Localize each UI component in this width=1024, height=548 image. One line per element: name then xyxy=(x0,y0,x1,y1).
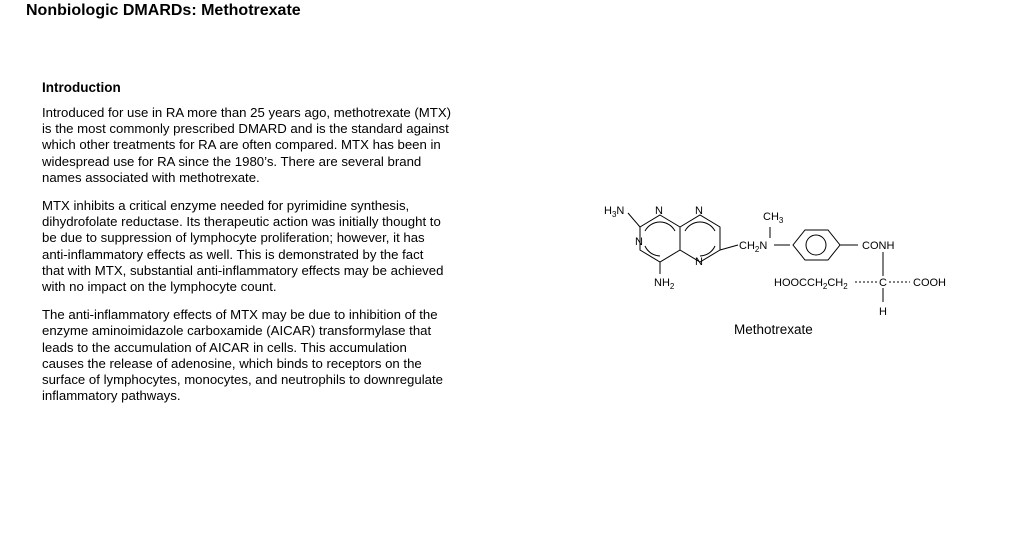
paragraph-line: surface of lymphocytes, monocytes, and neutrophils to downregulate xyxy=(42,372,443,388)
n-bottom-label: N xyxy=(695,256,703,268)
paragraph-line: Introduced for use in RA more than 25 years ago, methotrexate (MTX) xyxy=(42,105,452,120)
n-left-label: N xyxy=(635,236,643,248)
paragraph-line: The anti-inflammatory effects of MTX may be due to inhibition of the xyxy=(42,307,438,323)
paragraph-line: is the most commonly prescribed DMARD and is the standard against xyxy=(42,121,449,137)
page-title: Nonbiologic DMARDs: Methotrexate xyxy=(26,2,301,19)
side-chain-label: $HOOCCH_2CH_2$ xyxy=(774,277,848,291)
nh2-label: $NH_2$ xyxy=(654,277,675,291)
paragraph-line: which other treatments for RA are often compared. MTX has been in xyxy=(42,137,441,153)
paragraph-line: be due to suppression of lymphocyte proliferation; however, it has xyxy=(42,230,425,246)
paragraph-line: inflammatory pathways. xyxy=(42,388,181,404)
paragraph-2 xyxy=(42,198,492,295)
section-heading: Introduction xyxy=(42,80,121,95)
n-top-left-label: N xyxy=(655,205,663,217)
paragraph-line: leads to the accumulation of AICAR in cells. This accumulation xyxy=(42,339,407,355)
paragraph-line: widespread use for RA since the 1980’s. There are several brand xyxy=(42,153,422,169)
paragraph-line: with no impact on the lymphocyte count. xyxy=(42,279,277,295)
h-label: H xyxy=(879,306,887,318)
figure-caption: Methotrexate xyxy=(734,322,813,337)
paragraph-line: names associated with methotrexate. xyxy=(42,169,260,185)
atom-labels xyxy=(604,205,946,318)
paragraph-line: MTX inhibits a critical enzyme needed for pyrimidine synthesis, xyxy=(42,198,410,214)
conh-label: CONH xyxy=(862,240,895,252)
paragraph-line: enzyme aminoimidazole carboxamide (AICAR) transformylase that xyxy=(42,323,432,339)
structure-drawing xyxy=(600,198,960,328)
paragraph-line: that with MTX, substantial anti-inflammatory effects may be achieved xyxy=(42,262,444,278)
linker-bonds xyxy=(770,227,910,302)
paragraph-line: anti-inflammatory effects as well. This is demonstrated by the fact xyxy=(42,246,424,262)
c-alpha-label: C xyxy=(879,277,887,289)
paragraph-line: dihydrofolate reductase. Its therapeutic action was initially thought to xyxy=(42,214,441,230)
paragraph-1 xyxy=(42,105,492,186)
h3n-label: $H_3N$ xyxy=(604,205,625,219)
pteridine-ring xyxy=(628,213,738,274)
n-top-right-label: N xyxy=(695,205,703,217)
paragraph-line: causes the release of adenosine, which binds to receptors on the xyxy=(42,355,422,371)
paragraph-3 xyxy=(42,307,492,404)
ch2n-label: $CH_2N$ xyxy=(739,240,768,254)
cooh-label: COOH xyxy=(913,277,946,289)
ch3-label: $CH_3$ xyxy=(763,211,784,225)
main-content xyxy=(42,80,492,416)
